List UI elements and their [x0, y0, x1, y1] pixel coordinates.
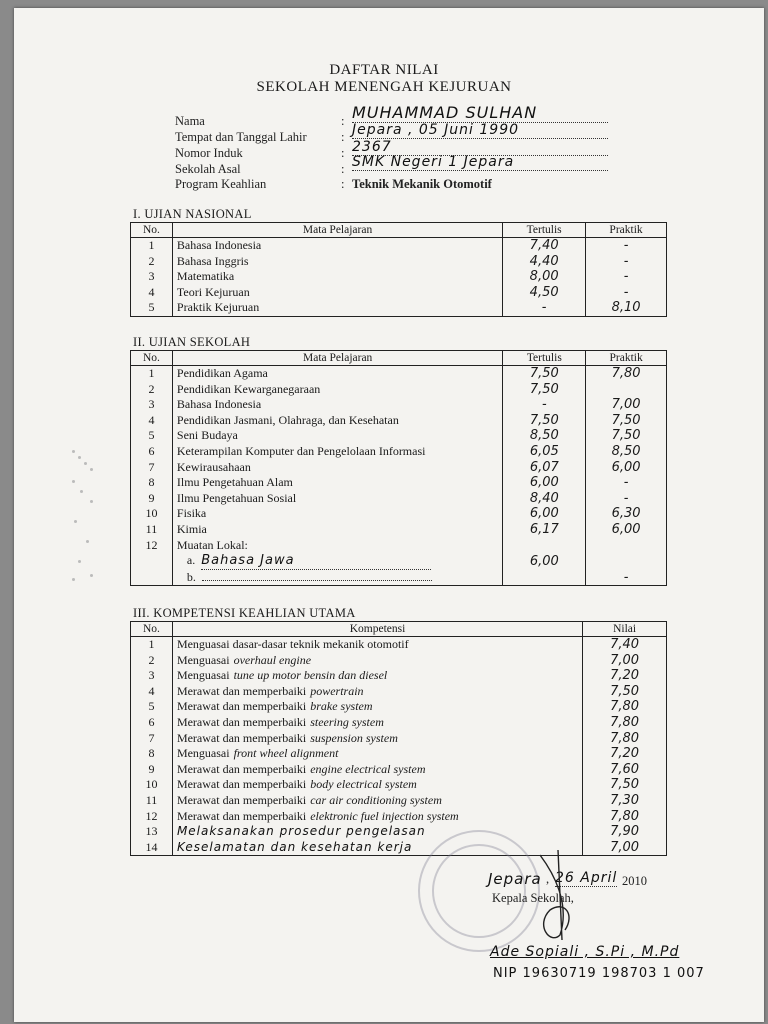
table-row — [131, 793, 667, 809]
label-program: Program Keahlian — [175, 177, 267, 191]
row-number: 14 — [131, 840, 173, 856]
competency-term: elektronic fuel injection system — [310, 808, 459, 823]
subject-name: Ilmu Pengetahuan Alam — [172, 475, 503, 491]
table-row — [131, 777, 667, 793]
score-tertulis: - — [503, 397, 586, 413]
score-tertulis: 8,50 — [503, 428, 586, 444]
competency-term: overhaul engine — [233, 652, 312, 667]
table-row — [131, 397, 667, 413]
score-praktik: 6,00 — [586, 460, 667, 476]
sign-place: Jepara — [488, 870, 542, 888]
competency-text: Merawat dan memperbaiki — [176, 777, 307, 792]
table-row — [131, 715, 667, 731]
score-tertulis — [503, 538, 586, 554]
local-subject — [172, 553, 503, 570]
competency-text: Merawat dan memperbaiki — [176, 699, 307, 714]
score-tertulis: 6,17 — [503, 522, 586, 538]
competency-name — [172, 809, 582, 825]
table-row — [131, 428, 667, 444]
section-ujian-nasional-title: I. UJIAN NASIONAL — [133, 207, 252, 221]
sep: : — [341, 146, 345, 160]
table-row — [131, 300, 667, 316]
table-row — [131, 366, 667, 382]
competency-term: engine electrical system — [310, 761, 426, 776]
col-header: No. — [131, 223, 173, 238]
competency-term: brake system — [310, 699, 373, 714]
table-row — [131, 809, 667, 825]
score-praktik: 8,50 — [586, 444, 667, 460]
competency-text: Merawat dan memperbaiki — [176, 683, 307, 698]
competency-name — [172, 824, 582, 840]
score-praktik: 6,30 — [586, 506, 667, 522]
row-number: 11 — [131, 793, 173, 809]
table-row — [131, 444, 667, 460]
competency-name — [172, 668, 582, 684]
sign-nip: NIP 19630719 198703 1 007 — [493, 966, 705, 981]
competency-term: body electrical system — [310, 777, 417, 792]
score-nilai: 7,40 — [583, 637, 667, 653]
row-number: 7 — [131, 731, 173, 747]
row-number: 5 — [131, 300, 173, 316]
table-row — [131, 824, 667, 840]
row-number: 4 — [131, 285, 173, 301]
col-header: No. — [131, 351, 173, 366]
subject-name: Bahasa Indonesia — [172, 397, 503, 413]
competency-name — [172, 731, 582, 747]
competency-term: steering system — [310, 714, 384, 729]
subject-name: Teori Kejuruan — [172, 285, 502, 301]
table-row — [131, 522, 667, 538]
table-ujian-nasional — [130, 222, 667, 317]
table-row — [131, 491, 667, 507]
subject-name: Ilmu Pengetahuan Sosial — [172, 491, 503, 507]
table-row — [131, 668, 667, 684]
row-number: 13 — [131, 824, 173, 840]
subject-name: Kimia — [172, 522, 503, 538]
score-nilai: 7,90 — [583, 824, 667, 840]
score-tertulis: 8,40 — [503, 491, 586, 507]
doc-title: DAFTAR NILAI — [329, 62, 439, 78]
row-number — [131, 553, 173, 570]
subject-name: Praktik Kejuruan — [172, 300, 502, 316]
score-praktik: - — [586, 238, 667, 254]
subject-name: Fisika — [172, 506, 503, 522]
subject-name: Matematika — [172, 269, 502, 285]
local-letter: b. — [186, 569, 196, 584]
score-praktik: 7,50 — [586, 428, 667, 444]
score-nilai: 7,80 — [583, 731, 667, 747]
subject-name: Kewirausahaan — [172, 460, 503, 476]
section-ujian-sekolah-title: II. UJIAN SEKOLAH — [133, 335, 251, 349]
label-nomor-induk: Nomor Induk — [175, 146, 243, 160]
sign-name: Ade Sopiali , S.Pi , M.Pd — [490, 944, 680, 960]
row-number: 5 — [131, 699, 173, 715]
score-praktik: - — [586, 269, 667, 285]
row-number: 3 — [131, 668, 173, 684]
table-row — [131, 746, 667, 762]
score-tertulis: 8,00 — [503, 269, 586, 285]
subject-name: Pendidikan Kewarganegaraan — [172, 382, 503, 398]
value-ttl: Jepara , 05 Juni 1990 — [352, 122, 608, 139]
score-praktik — [586, 382, 667, 398]
row-number: 1 — [131, 238, 173, 254]
label-ttl: Tempat dan Tanggal Lahir — [175, 130, 307, 144]
score-praktik: 7,00 — [586, 397, 667, 413]
score-nilai: 7,50 — [583, 684, 667, 700]
score-praktik: 7,80 — [586, 366, 667, 382]
table-kompetensi — [130, 621, 667, 856]
competency-term: suspension system — [310, 730, 398, 745]
competency-text: Menguasai — [176, 746, 230, 761]
sign-position: Kepala Sekolah, — [492, 891, 574, 905]
competency-name — [172, 699, 582, 715]
subject-name: Bahasa Indonesia — [172, 238, 502, 254]
competency-text: Merawat dan memperbaiki — [176, 792, 307, 807]
score-tertulis: 7,50 — [503, 413, 586, 429]
col-header: Nilai — [583, 622, 667, 637]
row-number: 10 — [131, 777, 173, 793]
table-row — [131, 731, 667, 747]
competency-name — [172, 777, 582, 793]
subject-name: Keterampilan Komputer dan Pengelolaan Informasi — [172, 444, 503, 460]
score-tertulis — [503, 570, 586, 586]
value-sekolah-asal: SMK Negeri 1 Jepara — [352, 154, 608, 171]
score-tertulis: 6,00 — [503, 553, 586, 570]
competency-term: powertrain — [310, 683, 364, 698]
table-row-local — [131, 553, 667, 570]
local-subject — [172, 570, 503, 586]
table-row — [131, 538, 667, 554]
competency-text: Merawat dan memperbaiki — [176, 808, 307, 823]
score-nilai: 7,20 — [583, 746, 667, 762]
subject-name: Muatan Lokal: — [172, 538, 503, 554]
subject-name: Pendidikan Agama — [172, 366, 503, 382]
table-row — [131, 238, 667, 254]
row-number — [131, 570, 173, 586]
label-sekolah-asal: Sekolah Asal — [175, 162, 241, 176]
row-number: 6 — [131, 715, 173, 731]
table-row — [131, 699, 667, 715]
sep: : — [341, 114, 345, 128]
table-row — [131, 269, 667, 285]
col-header: Mata Pelajaran — [172, 223, 502, 238]
score-nilai: 7,60 — [583, 762, 667, 778]
table-row — [131, 506, 667, 522]
row-number: 12 — [131, 538, 173, 554]
row-number: 2 — [131, 382, 173, 398]
score-praktik: 8,10 — [586, 300, 667, 316]
score-praktik: - — [586, 475, 667, 491]
competency-name — [172, 762, 582, 778]
subject-name: Seni Budaya — [172, 428, 503, 444]
score-praktik: - — [586, 570, 667, 586]
table-row-local — [131, 570, 667, 586]
competency-term: tune up motor bensin dan diesel — [233, 668, 388, 683]
competency-text: Menguasai dasar-dasar teknik mekanik otomotif — [176, 637, 409, 651]
row-number: 8 — [131, 746, 173, 762]
score-praktik: - — [586, 491, 667, 507]
table-row — [131, 653, 667, 669]
score-tertulis: 4,50 — [503, 285, 586, 301]
sep: : — [341, 177, 345, 191]
score-praktik: - — [586, 254, 667, 270]
score-tertulis: 6,05 — [503, 444, 586, 460]
score-tertulis: 7,40 — [503, 238, 586, 254]
sign-date: 26 April — [555, 870, 618, 886]
table-row — [131, 460, 667, 476]
score-nilai: 7,50 — [583, 777, 667, 793]
competency-text: Menguasai — [176, 668, 230, 683]
score-nilai: 7,80 — [583, 699, 667, 715]
row-number: 7 — [131, 460, 173, 476]
row-number: 4 — [131, 413, 173, 429]
score-praktik: 6,00 — [586, 522, 667, 538]
value-nama: MUHAMMAD SULHAN — [352, 103, 608, 123]
competency-name — [172, 637, 582, 653]
value-nomor-induk: 2367 — [352, 139, 608, 156]
row-number: 4 — [131, 684, 173, 700]
competency-text: Melaksanakan prosedur pengelasan — [176, 824, 426, 839]
section-kompetensi-title: III. KOMPETENSI KEAHLIAN UTAMA — [133, 606, 356, 620]
row-number: 8 — [131, 475, 173, 491]
subject-name: Pendidikan Jasmani, Olahraga, dan Kesehatan — [172, 413, 503, 429]
row-number: 11 — [131, 522, 173, 538]
label-nama: Nama — [175, 114, 205, 128]
table-row — [131, 413, 667, 429]
score-nilai: 7,80 — [583, 715, 667, 731]
table-row — [131, 254, 667, 270]
sep: , — [546, 872, 550, 886]
row-number: 1 — [131, 637, 173, 653]
col-header: No. — [131, 622, 173, 637]
score-tertulis: 7,50 — [503, 366, 586, 382]
score-praktik: 7,50 — [586, 413, 667, 429]
local-name — [202, 580, 432, 581]
table-row — [131, 637, 667, 653]
score-nilai: 7,80 — [583, 809, 667, 825]
score-tertulis: 4,40 — [503, 254, 586, 270]
competency-name — [172, 746, 582, 762]
table-row — [131, 285, 667, 301]
row-number: 2 — [131, 653, 173, 669]
competency-text: Merawat dan memperbaiki — [176, 714, 307, 729]
col-header: Tertulis — [503, 223, 586, 238]
competency-text: Menguasai — [176, 652, 230, 667]
score-nilai: 7,00 — [583, 653, 667, 669]
table-row — [131, 382, 667, 398]
subject-name: Bahasa Inggris — [172, 254, 502, 270]
competency-name — [172, 793, 582, 809]
competency-text: Merawat dan memperbaiki — [176, 730, 307, 745]
score-tertulis: 6,00 — [503, 475, 586, 491]
row-number: 5 — [131, 428, 173, 444]
score-praktik — [586, 538, 667, 554]
row-number: 9 — [131, 491, 173, 507]
row-number: 6 — [131, 444, 173, 460]
row-number: 10 — [131, 506, 173, 522]
handwritten-signature — [520, 845, 590, 955]
score-praktik — [586, 553, 667, 570]
row-number: 12 — [131, 809, 173, 825]
competency-text: Keselamatan dan kesehatan kerja — [176, 839, 413, 854]
row-number: 2 — [131, 254, 173, 270]
competency-name — [172, 715, 582, 731]
score-tertulis: - — [503, 300, 586, 316]
col-header: Praktik — [586, 223, 667, 238]
value-program: Teknik Mekanik Otomotif — [352, 177, 492, 191]
local-name: Bahasa Jawa — [201, 553, 431, 570]
local-letter: a. — [186, 553, 196, 568]
sep: : — [341, 130, 345, 144]
col-header: Tertulis — [503, 351, 586, 366]
competency-term: front wheel alignment — [233, 746, 339, 761]
competency-text: Merawat dan memperbaiki — [176, 761, 307, 776]
row-number: 3 — [131, 269, 173, 285]
competency-name — [172, 653, 582, 669]
table-row — [131, 684, 667, 700]
competency-name — [172, 684, 582, 700]
row-number: 3 — [131, 397, 173, 413]
score-nilai: 7,00 — [583, 840, 667, 856]
score-nilai: 7,20 — [583, 668, 667, 684]
row-number: 9 — [131, 762, 173, 778]
score-tertulis: 7,50 — [503, 382, 586, 398]
competency-term: car air conditioning system — [310, 792, 442, 807]
table-ujian-sekolah — [130, 350, 667, 586]
score-praktik: - — [586, 285, 667, 301]
row-number: 1 — [131, 366, 173, 382]
col-header: Mata Pelajaran — [172, 351, 503, 366]
col-header: Kompetensi — [172, 622, 582, 637]
table-row — [131, 762, 667, 778]
score-nilai: 7,30 — [583, 793, 667, 809]
col-header: Praktik — [586, 351, 667, 366]
doc-subtitle: SEKOLAH MENENGAH KEJURUAN — [256, 79, 512, 95]
score-tertulis: 6,00 — [503, 506, 586, 522]
score-tertulis: 6,07 — [503, 460, 586, 476]
sign-year: 2010 — [622, 874, 647, 888]
table-row — [131, 475, 667, 491]
sep: : — [341, 162, 345, 176]
